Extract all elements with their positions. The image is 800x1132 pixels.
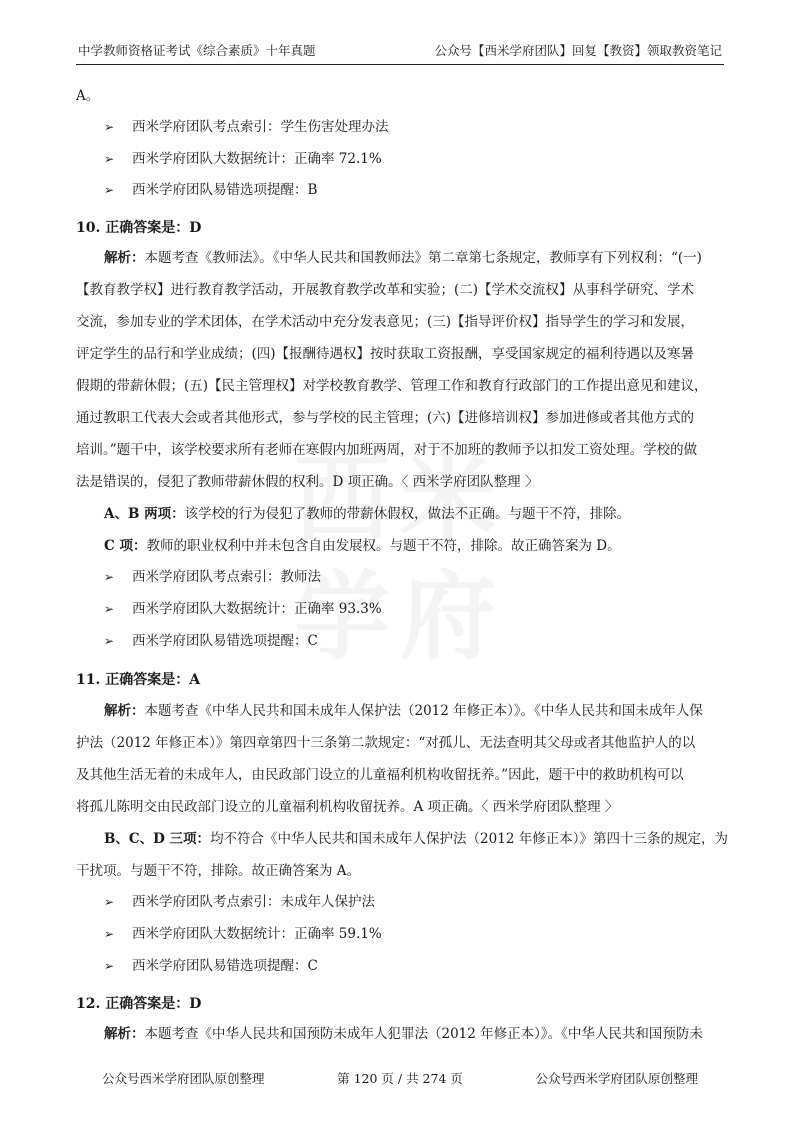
bullet-text: 西米学府团队易错选项提醒：B xyxy=(132,182,318,198)
analysis-text: 本题考查《中华人民共和国未成年人保护法（2012 年修正本）》。《中华人民共和国未成年人保 xyxy=(144,703,703,719)
bullet-item xyxy=(104,148,756,170)
body-line: 交流，参加专业的学术团体，在学术活动中充分发表意见；(三)【指导评价权】指导学生的学习和发展， xyxy=(76,314,695,330)
bullet-text: 西米学府团队大数据统计：正确率 93.3% xyxy=(132,601,382,617)
body-line: 通过教职工代表大会或者其他形式，参与学校的民主管理；(六)【进修培训权】参加进修或者其他方式的 xyxy=(76,410,695,426)
bullet-text: 西米学府团队大数据统计：正确率 72.1% xyxy=(132,151,382,167)
body-line: 法是错误的，侵犯了教师带薪休假的权利。D 项正确。〈 西米学府团队整理 〉 xyxy=(76,474,539,490)
page-footer xyxy=(76,1068,724,1090)
bullet-item xyxy=(104,891,756,913)
arrow-bullet-icon: ➢ xyxy=(104,152,115,166)
body-line: 将孤儿陈明交由民政部门设立的儿童福利机构收留抚养。A 项正确。〈 西米学府团队整理 〉 xyxy=(76,799,619,815)
body-line: 培训。”题干中，该学校要求所有老师在寒假内加班两周，对于不加班的教师予以扣发工资处理。学校的做 xyxy=(76,442,698,458)
question-answer-heading: 11. 正确答案是：A xyxy=(76,672,201,688)
bullet-item xyxy=(104,923,756,945)
option-analysis xyxy=(104,828,728,850)
bullet-item xyxy=(104,566,756,588)
bullet-item xyxy=(104,116,756,138)
option-text: 该学校的行为侵犯了教师的带薪休假权，做法不正确。与题干不符，排除。 xyxy=(184,506,631,522)
option-label: B、C、D 三项： xyxy=(104,831,211,847)
body-line: 假期的带薪休假；(五)【民主管理权】对学校教育教学、管理工作和教育行政部门的工作提出意见和建议， xyxy=(76,378,708,394)
option-text: 教师的职业权利中并未包含自由发展权。与题干不符，排除。故正确答案为 D。 xyxy=(146,538,621,554)
question-answer-heading: 10. 正确答案是：D xyxy=(76,220,202,236)
body-line: 及其他生活无着的未成年人，由民政部门设立的儿童福利机构收留抚养。”因此，题干中的救助机构可以 xyxy=(76,767,684,783)
bullet-item xyxy=(104,630,756,652)
bullet-text: 西米学府团队考点索引：未成年人保护法 xyxy=(132,894,375,910)
analysis-line xyxy=(104,1023,728,1045)
header-title: 中学教师资格证考试《综合素质》十年真题 xyxy=(78,43,316,58)
body-line: 护法（2012 年修正本）》第四章第四十三条第二款规定：“对孤儿、无法查明其父母或者其他监护人的以 xyxy=(76,735,696,751)
question-answer-heading: 12. 正确答案是：D xyxy=(76,996,202,1012)
arrow-bullet-icon: ➢ xyxy=(104,570,115,584)
option-label: C 项： xyxy=(104,538,147,554)
bullet-item xyxy=(104,598,756,620)
bullet-text: 西米学府团队考点索引：教师法 xyxy=(132,569,321,585)
option-analysis xyxy=(104,503,728,525)
analysis-label: 解析： xyxy=(104,1026,145,1042)
bullet-item xyxy=(104,179,756,201)
page-header xyxy=(76,40,724,65)
header-promo: 公众号【西米学府团队】回复【教资】领取教资笔记 xyxy=(434,43,722,58)
body-line: 【教育教学权】进行教育教学活动，开展教育教学改革和实验；(二)【学术交流权】从事科学研究、学术 xyxy=(76,282,695,298)
bullet-text: 西米学府团队易错选项提醒：C xyxy=(132,633,318,649)
arrow-bullet-icon: ➢ xyxy=(104,183,115,197)
arrow-bullet-icon: ➢ xyxy=(104,634,115,648)
footer-left: 公众号西米学府团队原创整理 xyxy=(102,1071,265,1086)
arrow-bullet-icon: ➢ xyxy=(104,927,115,941)
arrow-bullet-icon: ➢ xyxy=(104,895,115,909)
analysis-label: 解析： xyxy=(104,703,145,719)
analysis-line xyxy=(104,247,728,269)
body-line: 评定学生的品行和学业成绩；(四)【报酬待遇权】按时获取工资报酬，享受国家规定的福利待遇以及寒暑 xyxy=(76,346,695,362)
arrow-bullet-icon: ➢ xyxy=(104,959,115,973)
analysis-line xyxy=(104,700,728,722)
page-number: 第 120 页 / 共 274 页 xyxy=(337,1071,463,1086)
bullet-text: 西米学府团队大数据统计：正确率 59.1% xyxy=(132,926,382,942)
footer-right: 公众号西米学府团队原创整理 xyxy=(535,1071,698,1086)
arrow-bullet-icon: ➢ xyxy=(104,120,115,134)
option-label: A、B 两项： xyxy=(104,506,185,522)
arrow-bullet-icon: ➢ xyxy=(104,602,115,616)
bullet-item xyxy=(104,955,756,977)
analysis-label: 解析： xyxy=(104,250,145,266)
body-line: A。 xyxy=(76,88,100,104)
option-text: 均不符合《中华人民共和国未成年人保护法（2012 年修正本）》第四十三条的规定，为 xyxy=(210,831,728,847)
body-line: 干扰项。与题干不符，排除。故正确答案为 A。 xyxy=(76,863,361,879)
bullet-text: 西米学府团队易错选项提醒：C xyxy=(132,958,318,974)
analysis-text: 本题考查《教师法》。《中华人民共和国教师法》第二章第七条规定，教师享有下列权利：“(一) xyxy=(144,250,702,266)
option-analysis xyxy=(104,535,728,557)
bullet-text: 西米学府团队考点索引：学生伤害处理办法 xyxy=(132,119,389,135)
analysis-text: 本题考查《中华人民共和国预防未成年人犯罪法（2012 年修正本）》。《中华人民共和国预防未 xyxy=(144,1026,703,1042)
